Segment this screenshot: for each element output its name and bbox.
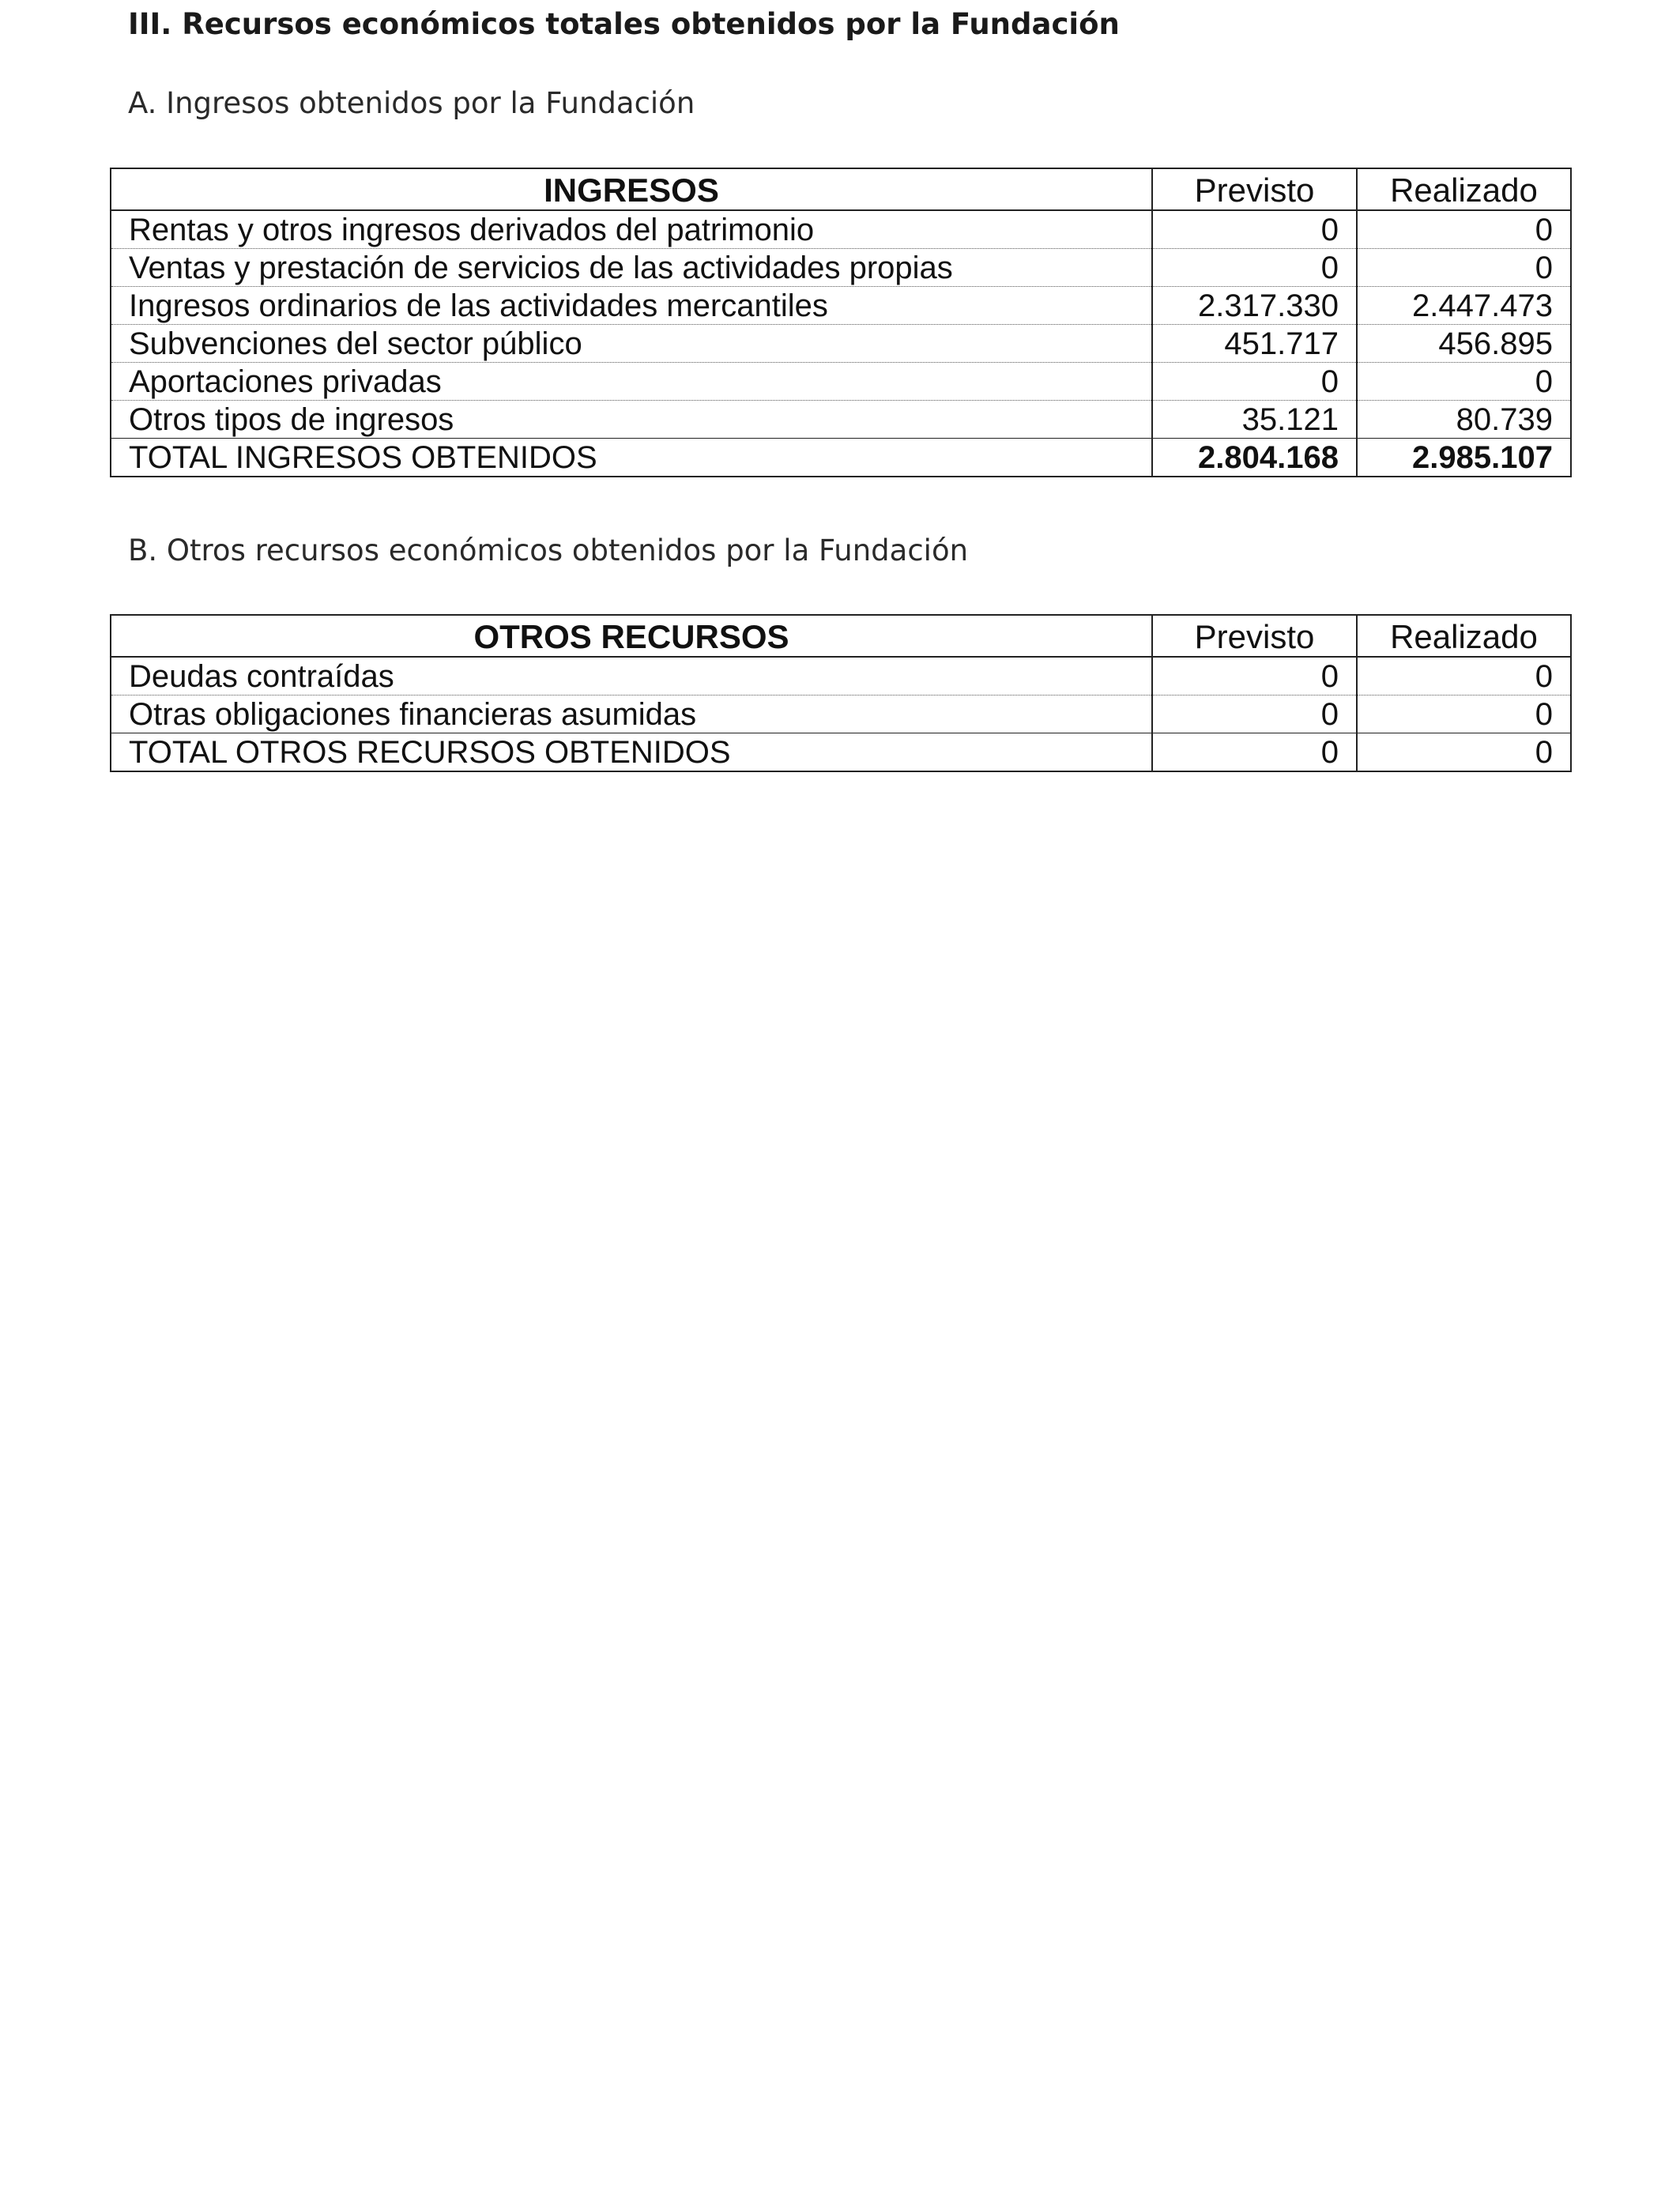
row-realizado: 456.895 [1357,325,1571,363]
table-row [111,325,1571,363]
total-previsto: 2.804.168 [1152,439,1357,477]
row-label: Otros tipos de ingresos [111,401,1152,439]
row-realizado: 2.447.473 [1357,287,1571,325]
table-row [111,287,1571,325]
row-previsto: 0 [1152,363,1357,401]
header-ingresos: INGRESOS [111,168,1152,210]
row-label: Aportaciones privadas [111,363,1152,401]
table-header-row [111,615,1571,657]
total-realizado: 0 [1357,733,1571,772]
row-previsto: 0 [1152,249,1357,287]
total-row [111,439,1571,477]
total-row [111,733,1571,772]
row-previsto: 451.717 [1152,325,1357,363]
total-label: TOTAL OTROS RECURSOS OBTENIDOS [111,733,1152,772]
row-label: Otras obligaciones financieras asumidas [111,696,1152,733]
row-previsto: 0 [1152,657,1357,696]
table-row [111,249,1571,287]
table-row [111,657,1571,696]
header-otros-recursos: OTROS RECURSOS [111,615,1152,657]
total-label: TOTAL INGRESOS OBTENIDOS [111,439,1152,477]
row-label: Ventas y prestación de servicios de las actividades propias [111,249,1152,287]
row-realizado: 0 [1357,363,1571,401]
section-title: III. Recursos económicos totales obtenidos por la Fundación [128,7,1120,41]
row-realizado: 0 [1357,210,1571,249]
row-previsto: 35.121 [1152,401,1357,439]
row-realizado: 0 [1357,657,1571,696]
row-previsto: 2.317.330 [1152,287,1357,325]
total-previsto: 0 [1152,733,1357,772]
row-realizado: 80.739 [1357,401,1571,439]
subsection-b-title: B. Otros recursos económicos obtenidos por la Fundación [128,533,969,567]
row-label: Deudas contraídas [111,657,1152,696]
header-realizado: Realizado [1357,615,1571,657]
subsection-a-title: A. Ingresos obtenidos por la Fundación [128,86,695,120]
table-header-row [111,168,1571,210]
header-previsto: Previsto [1152,168,1357,210]
ingresos-table [110,168,1572,477]
row-label: Ingresos ordinarios de las actividades mercantiles [111,287,1152,325]
table-row [111,363,1571,401]
row-label: Subvenciones del sector público [111,325,1152,363]
header-realizado: Realizado [1357,168,1571,210]
header-previsto: Previsto [1152,615,1357,657]
otros-recursos-table [110,614,1572,772]
table-row [111,401,1571,439]
total-realizado: 2.985.107 [1357,439,1571,477]
table-row [111,696,1571,733]
row-label: Rentas y otros ingresos derivados del patrimonio [111,210,1152,249]
row-previsto: 0 [1152,696,1357,733]
row-previsto: 0 [1152,210,1357,249]
row-realizado: 0 [1357,249,1571,287]
row-realizado: 0 [1357,696,1571,733]
table-row [111,210,1571,249]
